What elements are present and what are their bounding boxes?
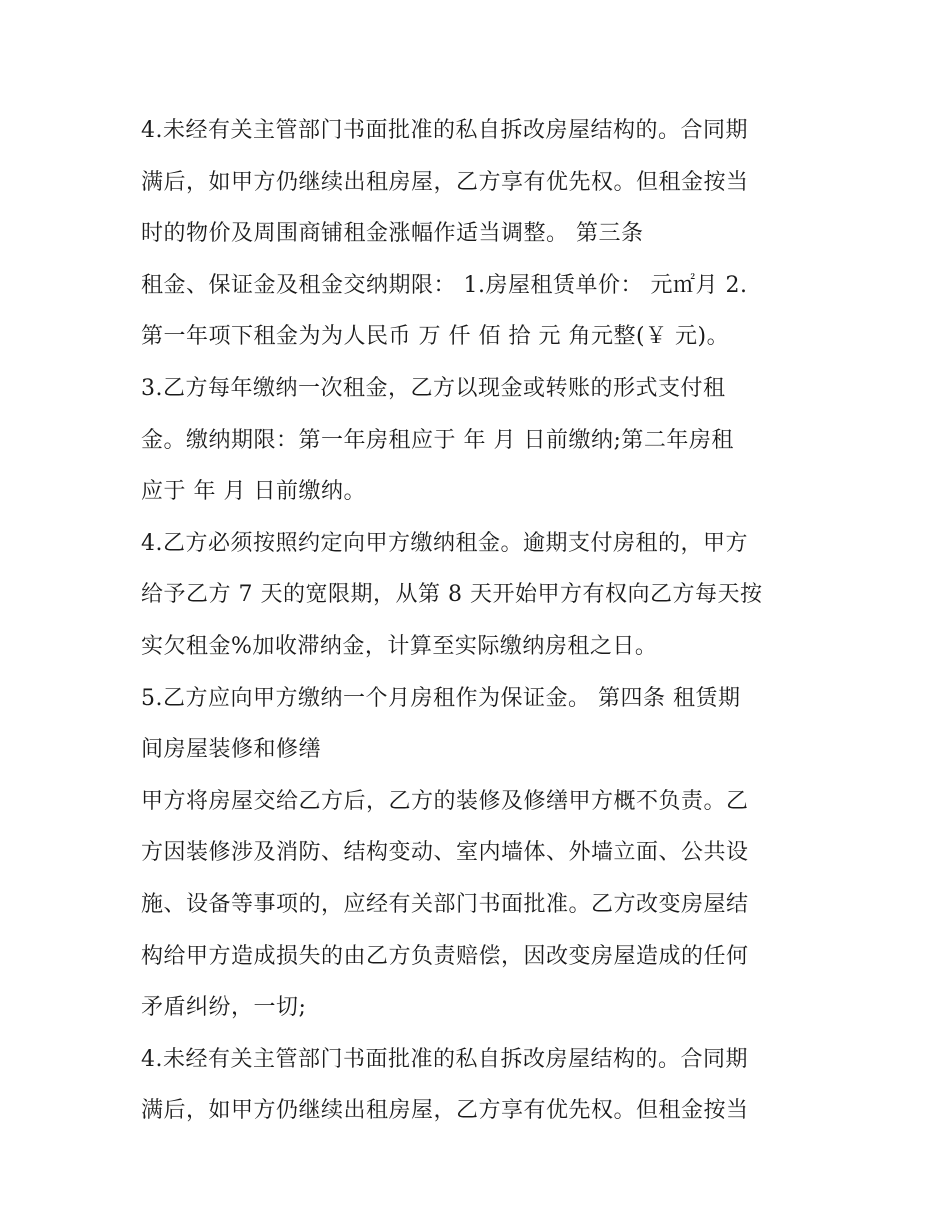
text-line: 应于 年 月 日前缴纳。 bbox=[141, 479, 366, 505]
text-line: 甲方将房屋交给乙方后，乙方的装修及修缮甲方概不负责。乙 bbox=[141, 788, 749, 814]
text-line: 满后，如甲方仍继续出租房屋，乙方享有优先权。但租金按当 bbox=[141, 1098, 749, 1124]
text-line: 方因装修涉及消防、结构变动、室内墙体、外墙立面、公共设 bbox=[141, 840, 749, 866]
text-line: 满后，如甲方仍继续出租房屋，乙方享有优先权。但租金按当 bbox=[141, 169, 749, 195]
text-line: 给予乙方 7 天的宽限期，从第 8 天开始甲方有权向乙方每天按 bbox=[141, 582, 763, 608]
text-line: 3.乙方每年缴纳一次租金，乙方以现金或转账的形式支付租 bbox=[141, 375, 726, 401]
text-line: 5.乙方应向甲方缴纳一个月房租作为保证金。 第四条 租赁期 bbox=[141, 685, 741, 711]
text-line: 第一年项下租金为为人民币 万 仟 佰 拾 元 角元整(￥ 元)。 bbox=[141, 324, 730, 350]
text-line: 时的物价及周围商铺租金涨幅作适当调整。 第三条 bbox=[141, 221, 644, 247]
text-line: 4.未经有关主管部门书面批准的私自拆改房屋结构的。合同期 bbox=[141, 1046, 748, 1072]
contract-text bbox=[141, 111, 821, 1143]
text-line: 4.乙方必须按照约定向甲方缴纳租金。逾期支付房租的，甲方 bbox=[141, 530, 748, 556]
text-line: 4.未经有关主管部门书面批准的私自拆改房屋结构的。合同期 bbox=[141, 118, 748, 143]
text-line: 金。缴纳期限：第一年房租应于 年 月 日前缴纳;第二年房租 bbox=[141, 427, 734, 453]
text-line: 矛盾纠纷，一切; bbox=[141, 995, 307, 1021]
text-line: 间房屋装修和修缮 bbox=[141, 737, 322, 763]
text-line: 施、设备等事项的，应经有关部门书面批准。乙方改变房屋结 bbox=[141, 891, 749, 917]
text-line: 租金、保证金及租金交纳期限： 1.房屋租赁单价： 元㎡月 2. bbox=[141, 272, 748, 298]
text-line: 构给甲方造成损失的由乙方负责赔偿，因改变房屋造成的任何 bbox=[141, 943, 749, 969]
text-line: 实欠租金%加收滞纳金，计算至实际缴纳房租之日。 bbox=[141, 633, 658, 659]
